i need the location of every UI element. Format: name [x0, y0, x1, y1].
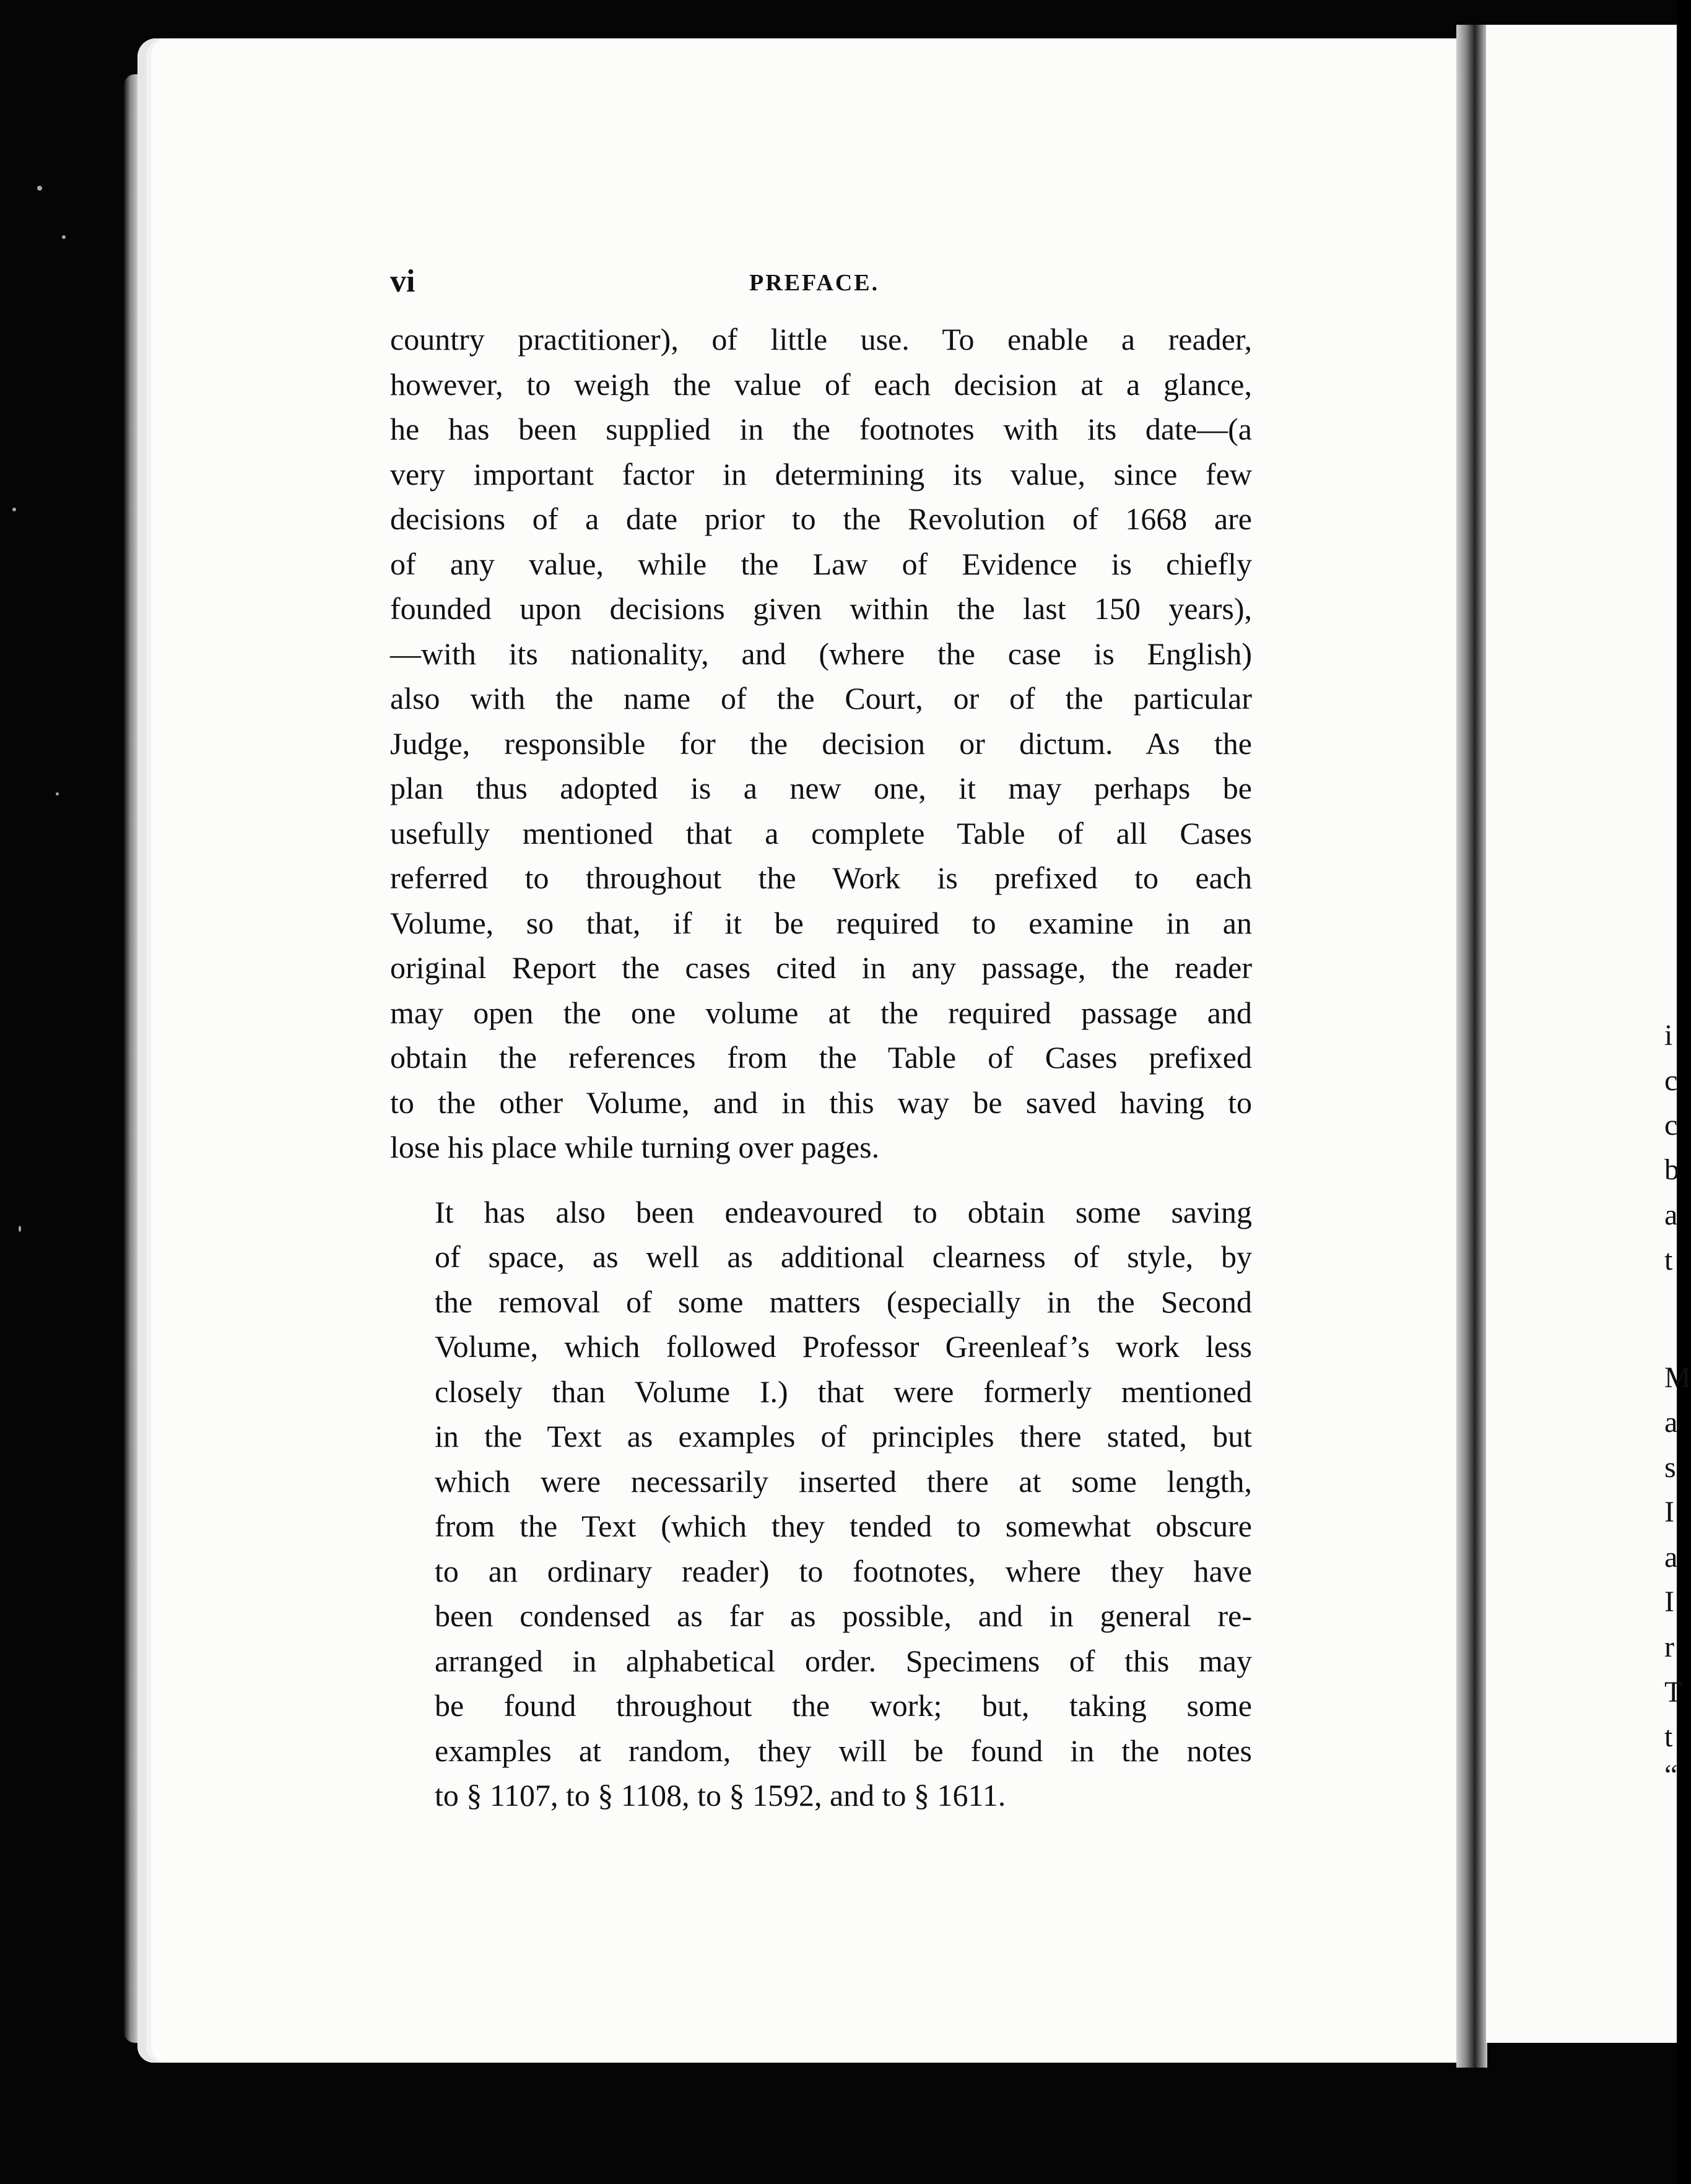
- book-gutter: [1456, 25, 1487, 2068]
- text-line: examples at random, they will be found in the notes: [435, 1733, 1252, 1768]
- facing-fragment: a: [1664, 1406, 1678, 1439]
- text-line: of any value, while the Law of Evidence is chiefly: [390, 546, 1252, 581]
- paragraph-2: [390, 1190, 1252, 1818]
- facing-fragment: M: [1664, 1361, 1691, 1394]
- text-line: in the Text as examples of principles there stated, but: [435, 1419, 1252, 1454]
- text-line: also with the name of the Court, or of the particular: [390, 681, 1252, 716]
- scan-margin-specks: [0, 0, 124, 2184]
- facing-fragment: “: [1664, 1759, 1678, 1792]
- facing-fragment: b: [1664, 1153, 1679, 1186]
- page-number: vi: [390, 264, 415, 299]
- text-line: founded upon decisions given within the last 150 years),: [390, 591, 1252, 626]
- text-line: country practitioner), of little use. To enable a reader,: [390, 322, 1252, 357]
- text-line: to an ordinary reader) to footnotes, where they have: [435, 1553, 1252, 1588]
- text-line: to the other Volume, and in this way be saved having to: [390, 1085, 1252, 1120]
- text-line: from the Text (which they tended to somewhat obscure: [435, 1509, 1252, 1543]
- text-line: to § 1107, to § 1108, to § 1592, and to § 1611.: [435, 1778, 1006, 1813]
- text-line: original Report the cases cited in any passage, the reader: [390, 950, 1252, 985]
- facing-page: [1486, 25, 1677, 2043]
- text-line: Judge, responsible for the decision or dictum. As the: [390, 726, 1252, 761]
- text-line: decisions of a date prior to the Revolution of 1668 are: [390, 501, 1252, 536]
- text-line: referred to throughout the Work is prefixed to each: [390, 860, 1252, 895]
- text-line: Volume, which followed Professor Greenleaf’s work less: [435, 1329, 1252, 1364]
- text-line: closely than Volume I.) that were formerly mentioned: [435, 1374, 1252, 1409]
- facing-fragment: a: [1664, 1198, 1678, 1231]
- text-line: he has been supplied in the footnotes with its date—(a: [390, 412, 1252, 446]
- text-line: however, to weigh the value of each decision at a glance,: [390, 366, 1252, 402]
- text-line: plan thus adopted is a new one, it may perhaps be: [390, 771, 1252, 805]
- facing-fragment: T: [1664, 1676, 1683, 1709]
- facing-fragment: c: [1664, 1109, 1678, 1142]
- text-line: been condensed as far as possible, and in general re-: [435, 1598, 1252, 1633]
- text-line: very important factor in determining its value, since few: [390, 456, 1252, 492]
- text-line: may open the one volume at the required passage and: [390, 995, 1252, 1030]
- text-line: —with its nationality, and (where the case is English): [390, 636, 1252, 671]
- text-line: be found throughout the work; but, taking some: [435, 1688, 1252, 1723]
- text-line: arranged in alphabetical order. Specimens of this may: [435, 1643, 1252, 1678]
- facing-fragment: t: [1664, 1720, 1673, 1753]
- text-line: usefully mentioned that a complete Table of all Cases: [390, 815, 1252, 851]
- facing-fragment: t: [1664, 1244, 1673, 1276]
- text-line: It has also been endeavoured to obtain some saving: [435, 1194, 1252, 1229]
- page-header: [390, 263, 1245, 306]
- text-line: lose his place while turning over pages.: [390, 1130, 880, 1164]
- facing-fragment: i: [1664, 1019, 1673, 1052]
- text-line: of space, as well as additional clearness of style, by: [435, 1239, 1252, 1274]
- text-line: obtain the references from the Table of Cases prefixed: [390, 1040, 1252, 1075]
- text-line: which were necessarily inserted there at some length,: [435, 1463, 1252, 1499]
- preface-body: [390, 317, 1252, 1818]
- facing-fragment: s: [1664, 1451, 1676, 1484]
- facing-fragment: r: [1664, 1631, 1674, 1663]
- facing-fragment: I: [1664, 1496, 1674, 1528]
- paragraph-1: [390, 317, 1252, 1170]
- facing-fragment: c: [1664, 1064, 1678, 1097]
- facing-fragment: a: [1664, 1541, 1678, 1574]
- text-line: the removal of some matters (especially in the Second: [435, 1284, 1252, 1319]
- text-line: Volume, so that, if it be required to examine in an: [390, 905, 1252, 940]
- running-head: PREFACE.: [749, 270, 880, 296]
- facing-fragment: I: [1664, 1585, 1674, 1618]
